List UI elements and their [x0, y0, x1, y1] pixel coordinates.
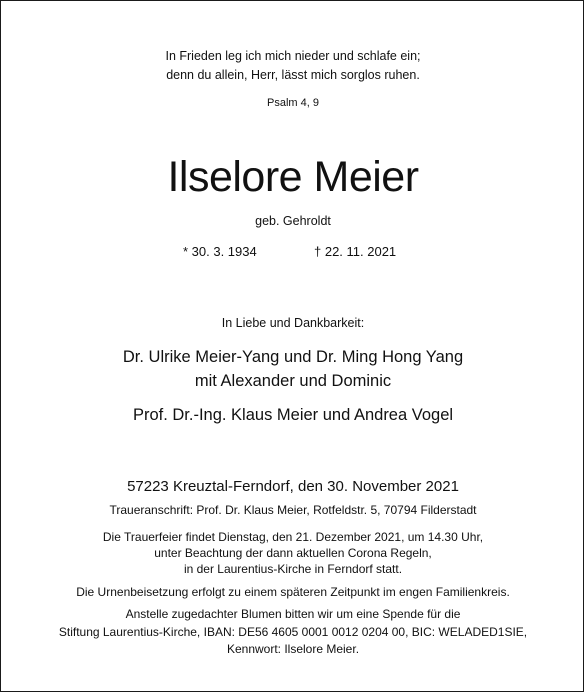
- mourners-line-1: Dr. Ulrike Meier-Yang und Dr. Ming Hong Yang: [122, 348, 464, 366]
- deceased-name: Ilselore Meier: [167, 153, 419, 201]
- service-line-3: in der Laurentius-Kirche in Ferndorf statt.: [183, 562, 403, 576]
- donation-line-1: Anstelle zugedachter Blumen bitten wir um eine Spende für die: [125, 607, 461, 621]
- mourning-address: Traueranschrift: Prof. Dr. Klaus Meier, Rotfeldstr. 5, 70794 Filderstadt: [109, 503, 477, 517]
- mourners-intro: In Liebe und Dankbarkeit:: [221, 316, 365, 330]
- birth-date: * 30. 3. 1934: [183, 244, 257, 259]
- donation-line-2: Stiftung Laurentius-Kirche, IBAN: DE56 4605 0001 0012 0204 00, BIC: WELADED1SIE,: [58, 625, 528, 639]
- psalm-line-1: In Frieden leg ich mich nieder und schlafe ein;: [165, 49, 421, 63]
- place-date: 57223 Kreuztal-Ferndorf, den 30. November 2021: [127, 478, 459, 495]
- psalm-reference: Psalm 4, 9: [267, 97, 319, 109]
- service-line-1: Die Trauerfeier findet Dienstag, den 21. Dezember 2021, um 14.30 Uhr,: [102, 530, 484, 544]
- urn-burial-note: Die Urnenbeisetzung erfolgt zu einem späteren Zeitpunkt im engen Familienkreis.: [76, 585, 510, 599]
- donation-line-3: Kennwort: Ilselore Meier.: [226, 642, 360, 656]
- psalm-line-2: denn du allein, Herr, lässt mich sorglos ruhen.: [166, 68, 420, 82]
- service-line-2: unter Beachtung der dann aktuellen Corona Regeln,: [154, 546, 432, 560]
- mourners-line-3: Prof. Dr.-Ing. Klaus Meier und Andrea Vogel: [132, 406, 454, 424]
- mourners-line-2: mit Alexander und Dominic: [194, 372, 392, 390]
- birth-name: geb. Gehroldt: [255, 214, 331, 228]
- death-date: † 22. 11. 2021: [314, 244, 397, 259]
